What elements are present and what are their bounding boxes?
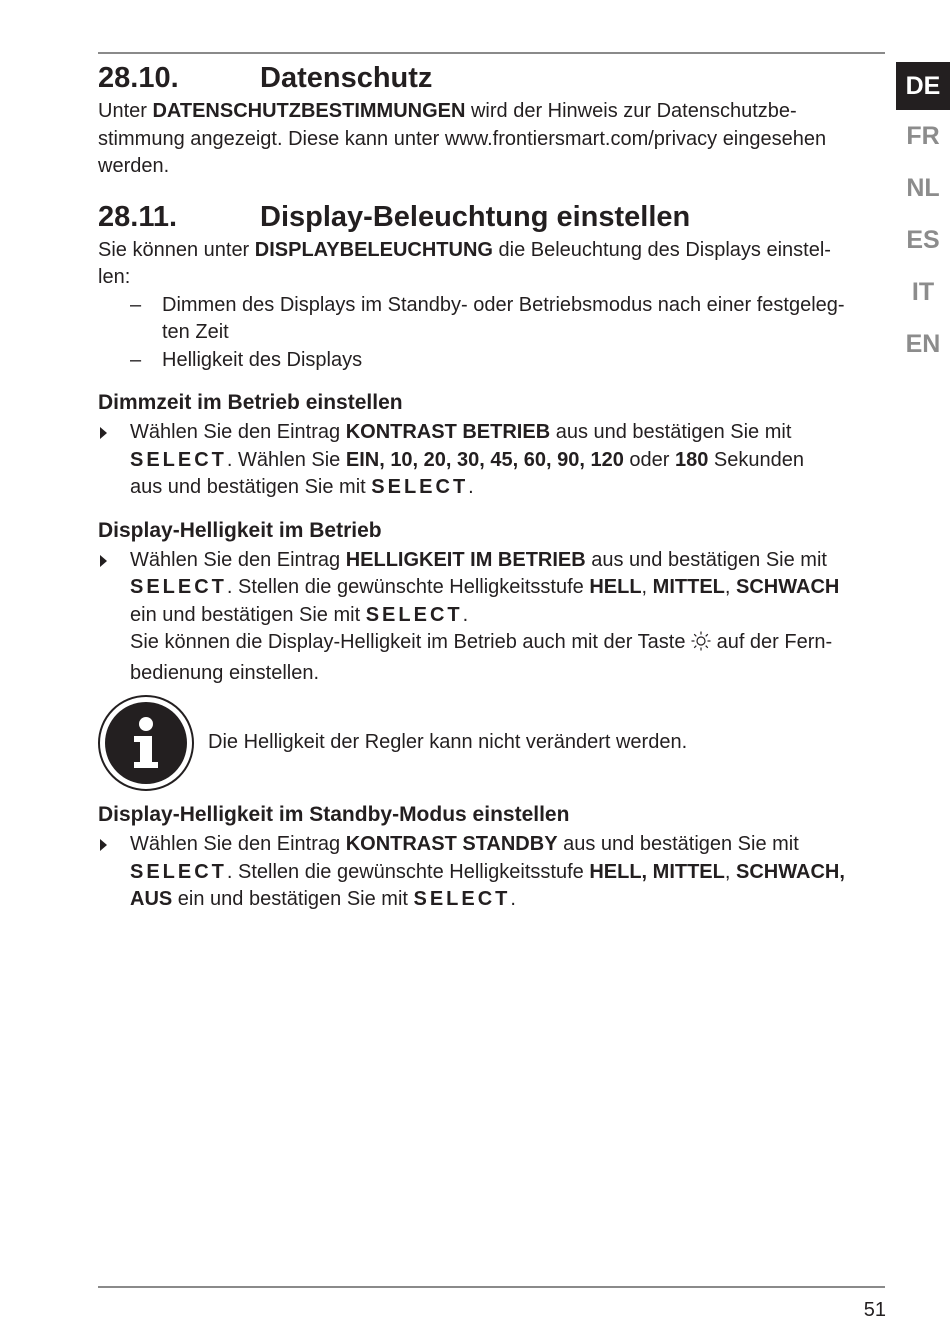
option-value: AUS: [130, 888, 173, 910]
option-value: 180: [675, 448, 709, 471]
text: . Wählen Sie: [226, 448, 346, 471]
language-tab-de[interactable]: DE: [896, 62, 950, 110]
bottom-rule: [98, 1286, 885, 1288]
text: aus und bestätigen Sie mit: [557, 833, 799, 855]
text: Wählen Sie den Eintrag: [130, 833, 346, 855]
subheading-helligkeit-betrieb: Display-Helligkeit im Betrieb: [98, 518, 382, 542]
instruction-helligkeit-betrieb: [98, 547, 883, 688]
section-number: 28.10.: [98, 62, 179, 94]
text: stimmung angezeigt. Diese kann unter www.frontiersmart.com/privacy eingesehen: [98, 127, 827, 150]
select-key: SELECT: [413, 888, 511, 910]
text: Sekunden: [708, 448, 805, 471]
section-heading-display-beleuchtung: [98, 197, 883, 237]
language-tab-it[interactable]: IT: [911, 278, 935, 306]
subheading-helligkeit-standby: Display-Helligkeit im Standby-Modus einstellen: [98, 803, 570, 826]
section-heading-datenschutz: [98, 58, 883, 98]
text: Wählen Sie den Eintrag: [130, 548, 346, 571]
select-key: SELECT: [130, 576, 227, 598]
menu-term: KONTRAST STANDBY: [345, 833, 558, 855]
select-key: SELECT: [130, 860, 227, 883]
brightness-sun-icon: [691, 631, 711, 660]
text: Dimmen des Displays im Standby- oder Betriebsmodus nach einer festgeleg-: [162, 293, 845, 316]
dash-bullet: –: [130, 293, 142, 316]
text: die Beleuchtung des Displays einstel-: [492, 238, 831, 261]
language-tab-es[interactable]: ES: [906, 226, 940, 254]
note-text: Die Helligkeit der Regler kann nicht verändert werden.: [208, 731, 688, 754]
language-tab-fr[interactable]: FR: [906, 122, 940, 150]
section-number: 28.11.: [98, 200, 178, 233]
option-values: EIN, 10, 20, 30, 45, 60, 90, 120: [345, 448, 624, 471]
menu-term: KONTRAST BETRIEB: [345, 421, 551, 443]
option-value: SCHWACH: [736, 576, 840, 598]
text: . Stellen die gewünschte Helligkeitsstufe: [226, 576, 590, 598]
text: Sie können die Display-Helligkeit im Betrieb auch mit der Taste: [130, 631, 692, 653]
info-note: [98, 695, 883, 791]
text: aus und bestätigen Sie mit: [585, 548, 827, 571]
subheading-dimmzeit: Dimmzeit im Betrieb einstellen: [98, 391, 403, 414]
text: ,: [724, 576, 737, 598]
option-value: MITTEL: [652, 576, 725, 598]
select-key: SELECT: [130, 448, 227, 471]
text: bedienung einstellen.: [130, 661, 320, 684]
instruction-helligkeit-standby: [98, 831, 883, 914]
language-tabs: [896, 62, 950, 370]
text: ein und bestätigen Sie mit: [130, 603, 366, 626]
page-content: [98, 58, 883, 914]
option-value: HELL, MITTEL: [589, 860, 725, 883]
text: ,: [641, 576, 653, 598]
text: aus und bestätigen Sie mit: [130, 476, 372, 498]
info-icon: [98, 695, 194, 791]
text: auf der Fern-: [711, 631, 833, 653]
arrow-bullet-icon: [100, 839, 107, 851]
menu-term: DATENSCHUTZBESTIMMUNGEN: [152, 100, 466, 122]
datenschutz-paragraph: [98, 98, 883, 181]
language-tab-nl[interactable]: NL: [906, 174, 940, 202]
dash-bullet: –: [130, 348, 142, 371]
text: oder: [623, 448, 675, 471]
option-list: [98, 292, 883, 375]
language-tab-en[interactable]: EN: [905, 330, 941, 358]
instruction-dimmzeit: [98, 419, 883, 502]
option-value: SCHWACH,: [736, 860, 845, 883]
text: ein und bestätigen Sie mit: [172, 888, 414, 910]
text: Sie können unter: [98, 238, 255, 261]
text: ,: [724, 860, 736, 883]
text: .: [462, 603, 469, 626]
beleuchtung-intro: [98, 237, 883, 292]
text: .: [468, 476, 474, 498]
menu-term: DISPLAYBELEUCHTUNG: [254, 238, 493, 261]
arrow-bullet-icon: [100, 555, 107, 567]
text: wird der Hinweis zur Datenschutzbe-: [465, 100, 797, 122]
arrow-bullet-icon: [100, 427, 107, 439]
text: werden.: [98, 155, 170, 177]
text: aus und bestätigen Sie mit: [550, 421, 792, 443]
text: .: [510, 888, 516, 910]
section-title: Display-Beleuchtung einstellen: [260, 200, 691, 233]
select-key: SELECT: [365, 603, 463, 626]
select-key: SELECT: [371, 476, 469, 498]
text: len:: [98, 266, 131, 288]
page-number: 51: [863, 1299, 886, 1321]
top-rule: [98, 52, 885, 54]
text: Unter: [98, 100, 153, 122]
section-title: Datenschutz: [260, 62, 433, 94]
list-item: [98, 347, 883, 375]
text: Wählen Sie den Eintrag: [130, 421, 346, 443]
option-value: HELL: [589, 576, 642, 598]
text: ten Zeit: [162, 321, 229, 343]
text: Helligkeit des Displays: [162, 348, 363, 371]
text: . Stellen die gewünschte Helligkeitsstufe: [226, 860, 590, 883]
menu-term: HELLIGKEIT IM BETRIEB: [345, 548, 586, 571]
list-item: [98, 292, 883, 347]
